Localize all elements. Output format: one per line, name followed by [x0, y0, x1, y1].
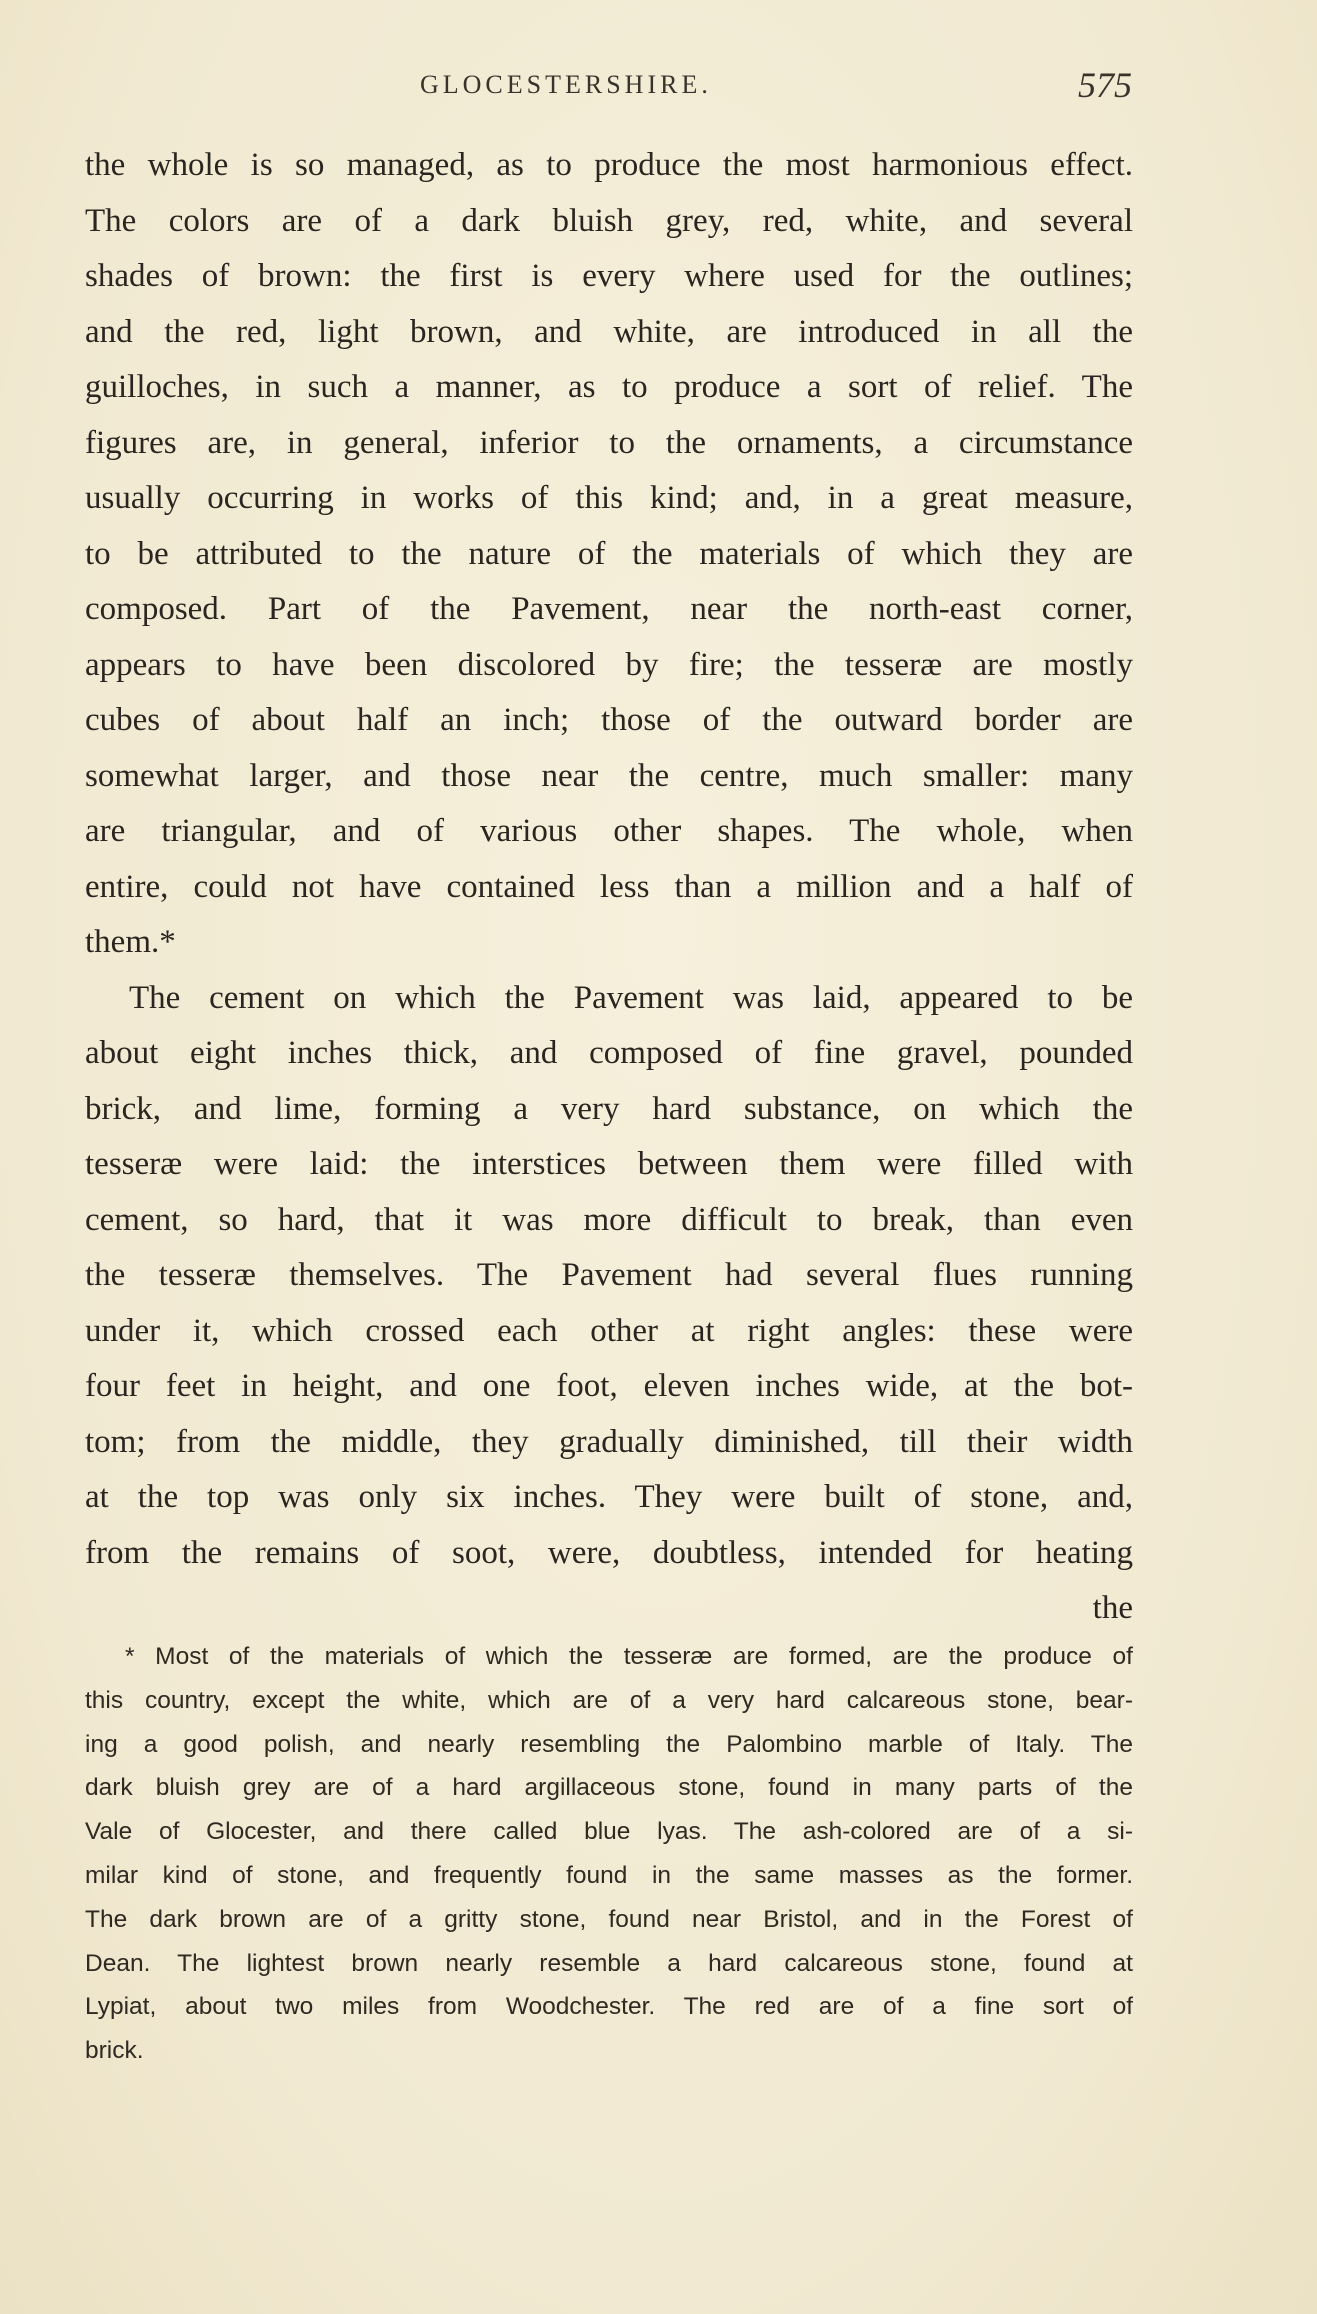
body-line: tom; from the middle, they gradually diminished, till their width [85, 1423, 1133, 1460]
body-line: appears to have been discolored by fire; the tesseræ are mostly [85, 646, 1133, 683]
body-line: under it, which crossed each other at right angles: these were [85, 1312, 1133, 1349]
body-line: at the top was only six inches. They were built of stone, and, [85, 1479, 1133, 1515]
footnote-line: The dark brown are of a gritty stone, found near Bristol, and in the Forest of [85, 1905, 1133, 1933]
footnote-line: milar kind of stone, and frequently found in the same masses as the former. [85, 1861, 1133, 1889]
body-line: the whole is so managed, as to produce the most harmonious effect. [85, 147, 1133, 183]
footnote-line: brick. [85, 2037, 144, 2065]
footnote-line: * Most of the materials of which the tesseræ are formed, are the produce of [125, 1643, 1133, 1670]
footnote-line: Lypiat, about two miles from Woodchester. The red are of a fine sort of [85, 1993, 1133, 2021]
body-line: shades of brown: the first is every where used for the outlines; [85, 258, 1133, 294]
body-line: tesseræ were laid: the interstices between them were filled with [85, 1146, 1133, 1182]
body-line: composed. Part of the Pavement, near the north-east corner, [85, 591, 1133, 627]
body-line: cement, so hard, that it was more difficult to break, than even [85, 1201, 1133, 1238]
body-line: brick, and lime, forming a very hard substance, on which the [85, 1090, 1133, 1127]
body-line: about eight inches thick, and composed of fine gravel, pounded [85, 1035, 1133, 1071]
footnote-line: Dean. The lightest brown nearly resemble a hard calcareous stone, found at [85, 1949, 1133, 1977]
body-line: them.* [85, 924, 176, 960]
body-line: figures are, in general, inferior to the ornaments, a circumstance [85, 424, 1133, 461]
body-line: The colors are of a dark bluish grey, red, white, and several [85, 202, 1133, 239]
running-title: GLOCESTERSHIRE. [420, 70, 712, 99]
body-line: entire, could not have contained less than a million and a half of [85, 868, 1133, 905]
body-line: somewhat larger, and those near the centre, much smaller: many [85, 757, 1133, 794]
running-head [0, 64, 1317, 104]
catchword: the [1092, 1590, 1133, 1626]
footnote-line: this country, except the white, which are of a very hard calcareous stone, bear- [85, 1686, 1133, 1714]
footnote-line: Vale of Glocester, and there called blue lyas. The ash-colored are of a si- [85, 1818, 1133, 1846]
body-line: cubes of about half an inch; those of the outward border are [85, 702, 1133, 738]
body-text [85, 138, 1133, 1637]
body-line: usually occurring in works of this kind; and, in a great measure, [85, 480, 1133, 516]
body-line: four feet in height, and one foot, eleven inches wide, at the bot- [85, 1368, 1133, 1404]
body-line: are triangular, and of various other shapes. The whole, when [85, 813, 1133, 849]
body-line: the tesseræ themselves. The Pavement had several flues running [85, 1257, 1133, 1293]
body-line: from the remains of soot, were, doubtless, intended for heating [85, 1534, 1133, 1571]
body-line: to be attributed to the nature of the materials of which they are [85, 535, 1133, 572]
body-line: and the red, light brown, and white, are introduced in all the [85, 313, 1133, 350]
footnote-line: dark bluish grey are of a hard argillaceous stone, found in many parts of the [85, 1774, 1133, 1802]
body-line: guilloches, in such a manner, as to produce a sort of relief. The [85, 369, 1133, 405]
footnote-line: ing a good polish, and nearly resembling the Palombino marble of Italy. The [85, 1730, 1133, 1758]
page-number: 575 [1078, 65, 1132, 105]
footnote [85, 1635, 1133, 2073]
body-line: The cement on which the Pavement was laid, appeared to be [129, 979, 1133, 1016]
